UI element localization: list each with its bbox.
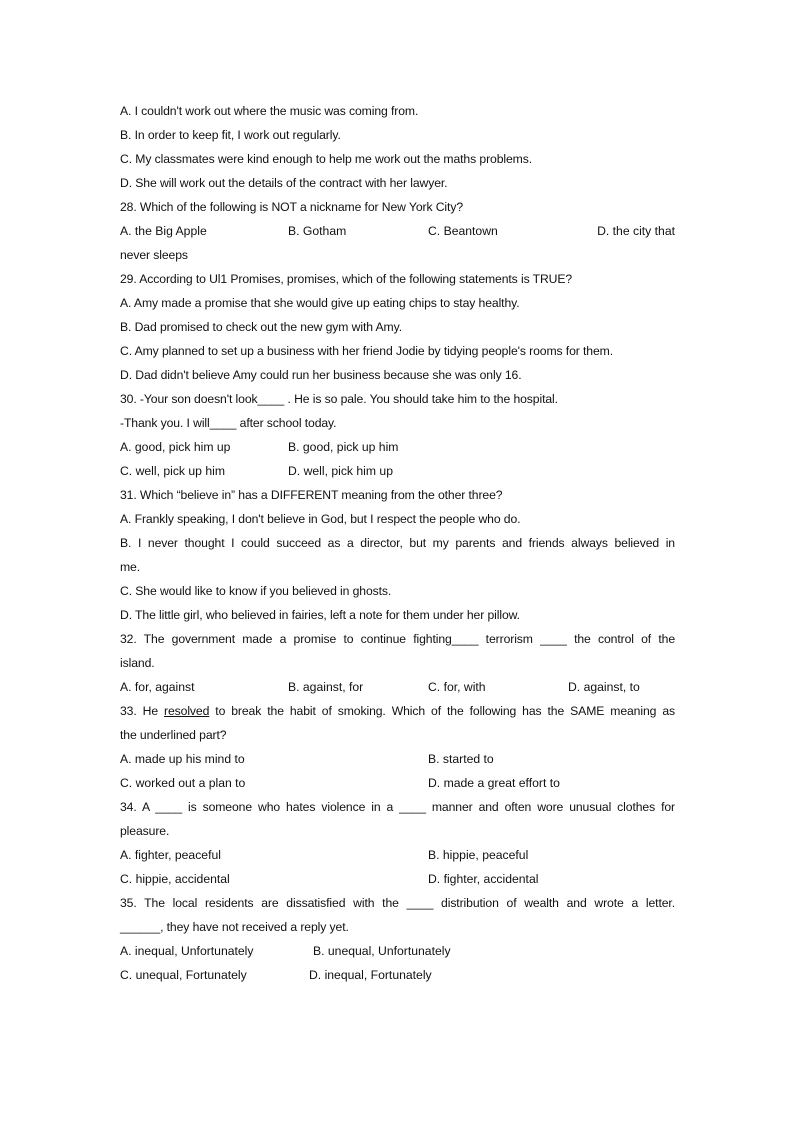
q32-option-c: C. for, with	[428, 680, 486, 694]
q31-option-a: A. Frankly speaking, I don't believe in God, but I respect the people who do.	[120, 512, 521, 526]
q34-options-row-2	[120, 867, 675, 891]
q30-stem-reply: -Thank you. I will____ after school today.	[120, 416, 337, 430]
q33-options-row-2	[120, 771, 675, 795]
q33-option-b: B. started to	[428, 752, 494, 766]
q35-option-c: C. unequal, Fortunately	[120, 968, 247, 982]
q27-option-c: C. My classmates were kind enough to help me work out the maths problems.	[120, 152, 533, 166]
q29-option-b: B. Dad promised to check out the new gym with Amy.	[120, 320, 402, 334]
q28-stem: 28. Which of the following is NOT a nickname for New York City?	[120, 200, 464, 214]
q33-stem-pre: 33. He	[120, 704, 165, 718]
q28-option-d: D. the city that	[597, 224, 675, 238]
q33-options-row-1	[120, 747, 675, 771]
q33-underlined-word: resolved	[164, 704, 210, 718]
q33-option-c: C. worked out a plan to	[120, 776, 246, 790]
q30-option-c: C. well, pick up him	[120, 464, 225, 478]
q28-option-c: C. Beantown	[428, 224, 498, 238]
q34-option-c: C. hippie, accidental	[120, 872, 230, 886]
q34-options-row-1	[120, 843, 675, 867]
q32-stem-cont: island.	[120, 656, 155, 670]
q31-stem: 31. Which “believe in” has a DIFFERENT meaning from the other three?	[120, 488, 503, 502]
q34-option-b: B. hippie, peaceful	[428, 848, 529, 862]
q30-options-row-2	[120, 459, 675, 483]
q32-option-b: B. against, for	[288, 680, 364, 694]
q30-option-a: A. good, pick him up	[120, 440, 231, 454]
q33-option-d: D. made a great effort to	[428, 776, 560, 790]
q30-options-row-1	[120, 435, 675, 459]
q32-options-row	[120, 675, 675, 699]
q33-stem	[120, 699, 675, 723]
q29-option-d: D. Dad didn't believe Amy could run her business because she was only 16.	[120, 368, 522, 382]
q33-stem-cont: the underlined part?	[120, 728, 227, 742]
q29-option-a: A. Amy made a promise that she would give up eating chips to stay healthy.	[120, 296, 520, 310]
q28-option-d-cont: never sleeps	[120, 248, 188, 262]
q35-stem: 35. The local residents are dissatisfied with the ____ distribution of wealth and wrote a letter.	[120, 896, 675, 910]
q31-option-b: B. I never thought I could succeed as a director, but my parents and friends always believed in	[120, 536, 675, 550]
q31-option-c: C. She would like to know if you believed in ghosts.	[120, 584, 392, 598]
q34-option-d: D. fighter, accidental	[428, 872, 539, 886]
q32-stem: 32. The government made a promise to continue fighting____ terrorism ____ the control of the	[120, 632, 675, 646]
q32-option-a: A. for, against	[120, 680, 195, 694]
q30-option-d: D. well, pick him up	[288, 464, 393, 478]
q34-stem: 34. A ____ is someone who hates violence in a ____ manner and often wore unusual clothes for	[120, 800, 675, 814]
q29-option-c: C. Amy planned to set up a business with her friend Jodie by tidying people's rooms for them.	[120, 344, 613, 358]
q30-stem: 30. -Your son doesn't look____ . He is so pale. You should take him to the hospital.	[120, 392, 558, 406]
q33-option-a: A. made up his mind to	[120, 752, 245, 766]
q35-options-row-1	[120, 939, 675, 963]
q34-option-a: A. fighter, peaceful	[120, 848, 221, 862]
q35-option-b: B. unequal, Unfortunately	[313, 944, 451, 958]
q28-option-b: B. Gotham	[288, 224, 347, 238]
q35-option-a: A. inequal, Unfortunately	[120, 944, 254, 958]
q35-stem-cont: ______, they have not received a reply yet.	[120, 920, 349, 934]
q32-option-d: D. against, to	[568, 680, 640, 694]
q27-option-d: D. She will work out the details of the contract with her lawyer.	[120, 176, 448, 190]
q35-options-row-2	[120, 963, 675, 987]
q34-stem-cont: pleasure.	[120, 824, 170, 838]
q31-option-b-cont: me.	[120, 560, 141, 574]
q30-option-b: B. good, pick up him	[288, 440, 399, 454]
q31-option-d: D. The little girl, who believed in fairies, left a note for them under her pillow.	[120, 608, 520, 622]
q28-options-row	[120, 219, 675, 243]
q35-option-d: D. inequal, Fortunately	[309, 968, 432, 982]
exam-page	[120, 99, 675, 987]
q27-option-b: B. In order to keep fit, I work out regularly.	[120, 128, 341, 142]
q28-option-a: A. the Big Apple	[120, 224, 207, 238]
q27-option-a: A. I couldn't work out where the music was coming from.	[120, 104, 419, 118]
q33-stem-post: to break the habit of smoking. Which of the following has the SAME meaning as	[209, 704, 675, 718]
q29-stem: 29. According to Ul1 Promises, promises, which of the following statements is TRUE?	[120, 272, 573, 286]
